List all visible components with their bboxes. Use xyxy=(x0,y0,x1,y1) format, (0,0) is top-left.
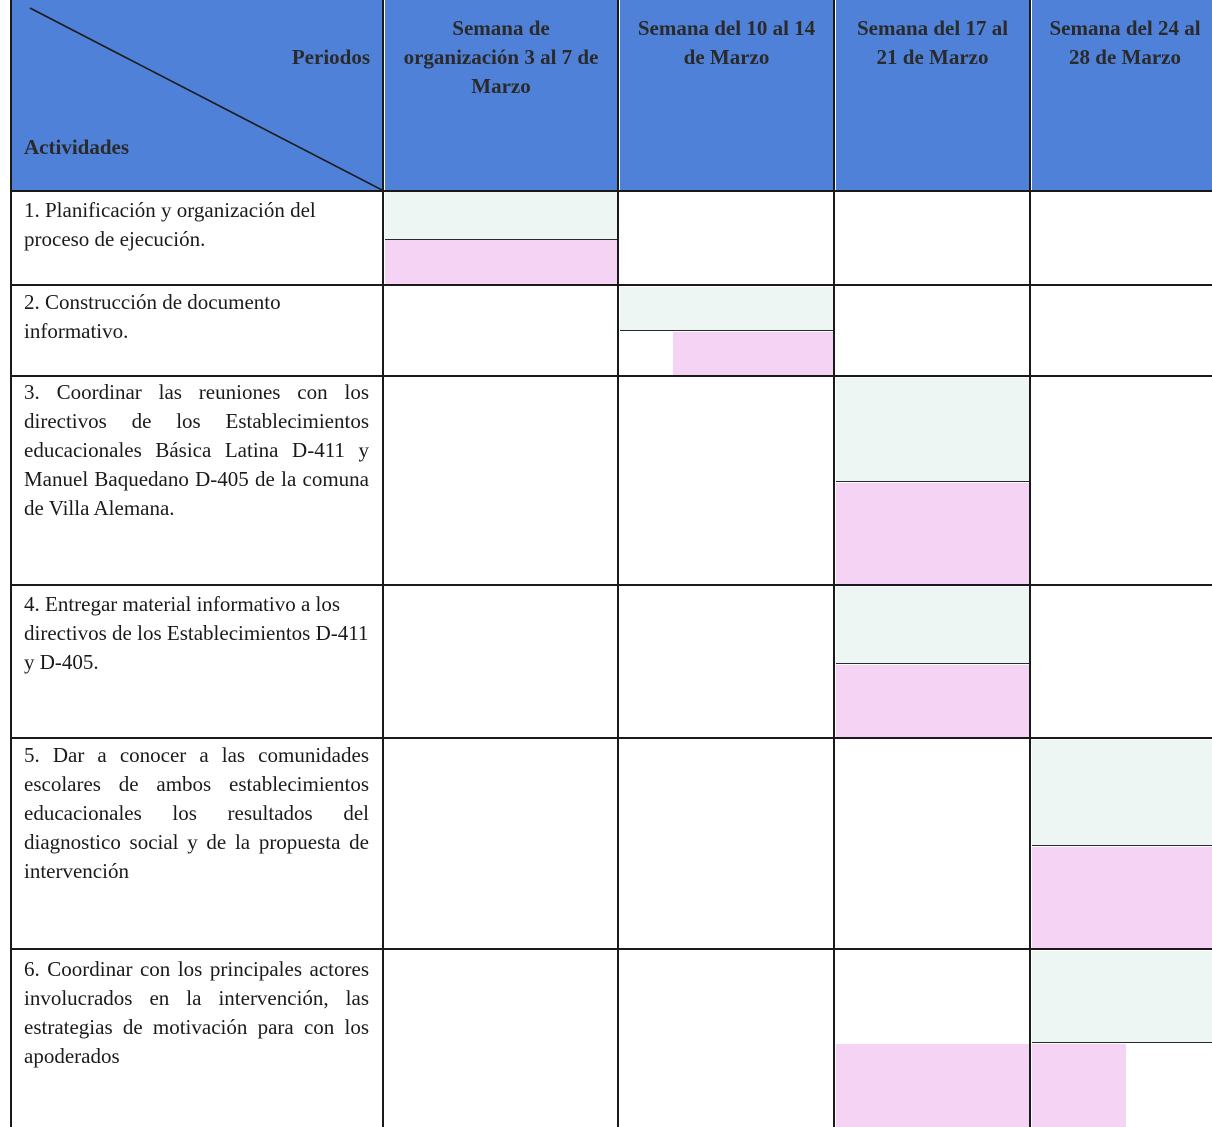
activity-label: 4. Entregar material informativo a los directivos de los Establecimientos D-411 y D-405. xyxy=(24,592,369,674)
column-divider xyxy=(1029,0,1031,1127)
actual-bar xyxy=(1032,1044,1126,1127)
period-label: Semana del 17 al 21 de Marzo xyxy=(856,16,1009,69)
planned-bar xyxy=(836,378,1029,482)
actual-bar xyxy=(836,483,1029,584)
column-divider xyxy=(833,0,835,1127)
activity-label: 3. Coordinar las reuniones con los directivos de los Establecimientos educacionales Básica Latina D-411 y Manuel Baquedano D-405 de la comuna de Villa Alemana. xyxy=(24,380,369,520)
activity-label: 2. Construcción de documento informativo. xyxy=(24,290,281,343)
column-divider xyxy=(382,0,384,1127)
planned-bar xyxy=(620,287,833,331)
period-label: Semana del 10 al 14 de Marzo xyxy=(637,16,816,69)
row-divider xyxy=(10,737,1212,739)
planned-bar xyxy=(836,587,1029,664)
planned-bar xyxy=(1032,740,1212,846)
activity-label: 6. Coordinar con los principales actores involucrados en la intervención, las estrategias de motivación para con los apoderados xyxy=(24,957,369,1068)
row-divider xyxy=(10,375,1212,377)
header-periods-label: Periodos xyxy=(291,45,370,69)
actual-bar xyxy=(673,332,833,375)
header-activities-label: Actividades xyxy=(24,135,129,159)
row-divider xyxy=(10,948,1212,950)
actual-bar xyxy=(385,240,617,284)
actual-bar xyxy=(836,1044,1029,1127)
actual-bar xyxy=(1032,847,1212,948)
row-divider xyxy=(10,584,1212,586)
row-divider xyxy=(10,284,1212,286)
planned-bar xyxy=(1032,951,1212,1043)
column-divider xyxy=(10,0,12,1127)
actual-bar xyxy=(836,665,1029,737)
period-label: Semana del 24 al 28 de Marzo xyxy=(1049,16,1201,69)
activity-label: 1. Planificación y organización del proceso de ejecución. xyxy=(24,198,316,251)
planned-bar xyxy=(385,192,617,240)
row-divider xyxy=(10,190,1212,192)
column-divider xyxy=(617,0,619,1127)
activity-label: 5. Dar a conocer a las comunidades escolares de ambos establecimientos educacionales los resultados del diagnostico social y de la propuesta de intervención xyxy=(24,743,369,883)
period-label: Semana de organización 3 al 7 de Marzo xyxy=(403,16,599,98)
